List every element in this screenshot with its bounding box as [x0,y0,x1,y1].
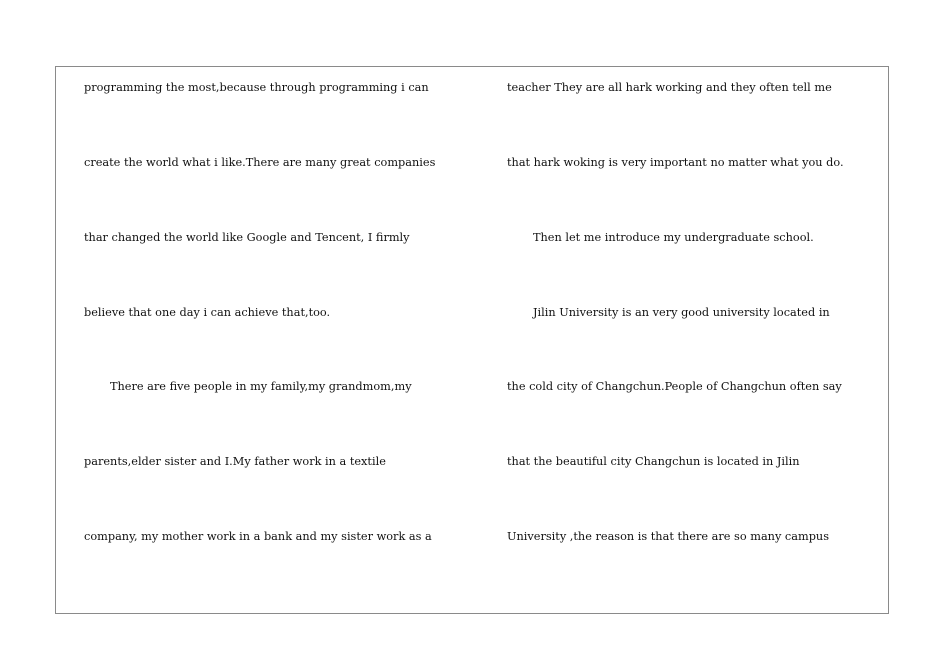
text-line: the cold city of Changchun.People of Changchun often say [507,380,842,393]
text-line: Jilin University is an very good university located in [533,306,830,319]
text-line: create the world what i like.There are many great companies [84,156,436,169]
text-line: programming the most,because through programming i can [84,81,429,94]
text-line: There are five people in my family,my grandmom,my [110,380,412,393]
text-line: that hark woking is very important no matter what you do. [507,156,844,169]
text-line: thar changed the world like Google and Tencent, I firmly [84,231,410,244]
text-line: teacher They are all hark working and they often tell me [507,81,832,94]
text-line: parents,elder sister and I.My father work in a textile [84,455,386,468]
text-line: Then let me introduce my undergraduate school. [533,231,814,244]
page-frame [55,66,889,614]
text-line: believe that one day i can achieve that,too. [84,306,331,319]
text-line: company, my mother work in a bank and my sister work as a [84,530,432,543]
text-line: University ,the reason is that there are so many campus [507,530,830,543]
text-line: that the beautiful city Changchun is located in Jilin [507,455,800,468]
